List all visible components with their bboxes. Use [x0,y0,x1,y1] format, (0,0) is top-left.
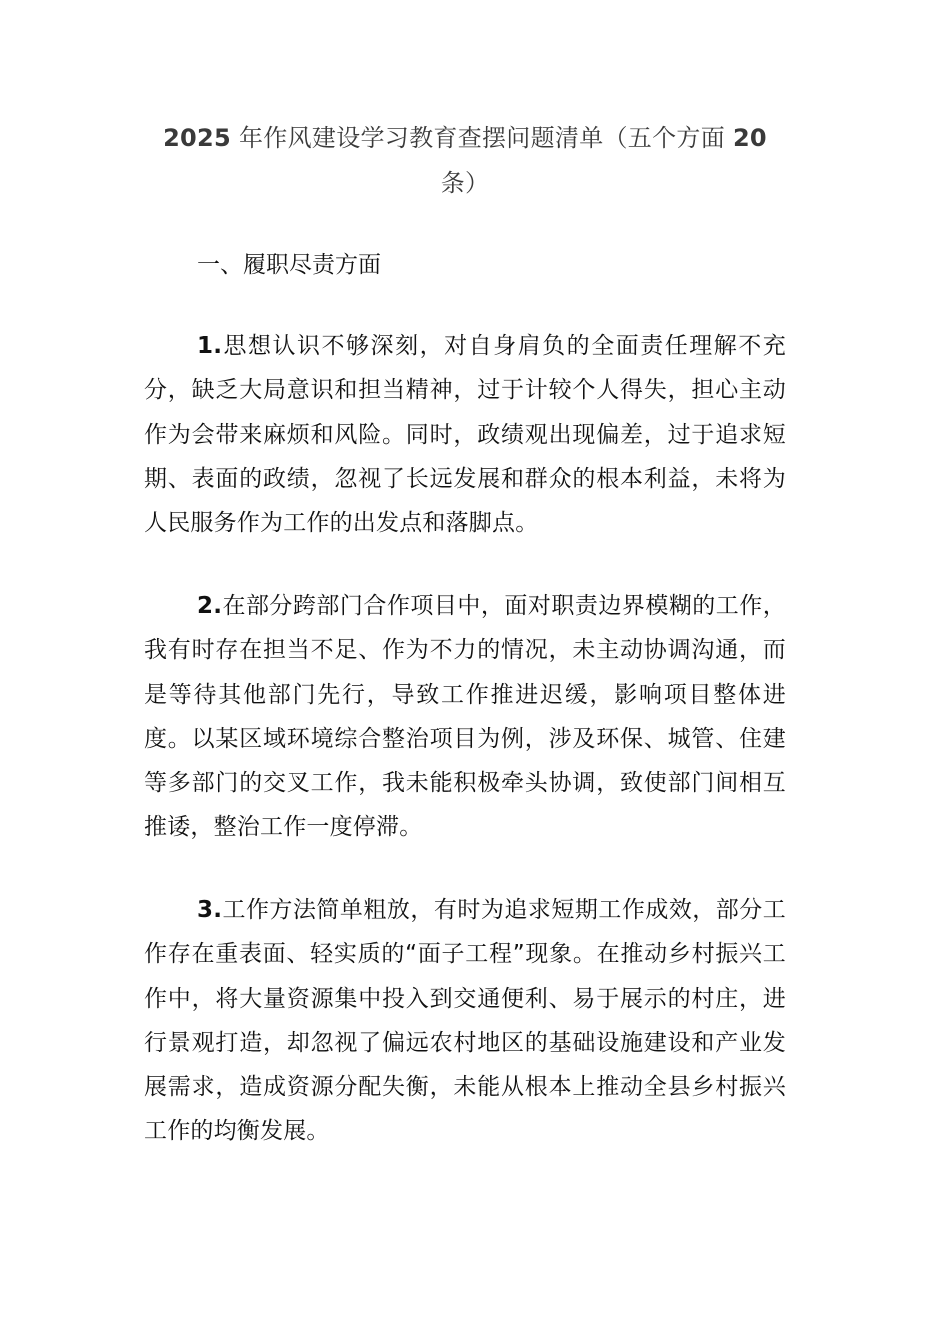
list-item [144,584,786,850]
item-number: 3. [197,897,223,923]
item-text: 工作方法简单粗放，有时为追求短期工作成效，部分工作存在重表面、轻实质的“面子工程”现象。在推动乡村振兴工作中，将大量资源集中投入到交通便利、易于展示的村庄，进行景观打造，却忽视了偏远农村地区的基础设施建设和产业发展需求，造成资源分配失衡，未能从根本上推动全县乡村振兴工作的均衡发展。 [144,897,786,1145]
list-item [144,324,786,545]
section-heading: 一、履职尽责方面 [197,252,381,278]
item-text: 在部分跨部门合作项目中，面对职责边界模糊的工作，我有时存在担当不足、作为不力的情况，未主动协调沟通，而是等待其他部门先行，导致工作推进迟缓，影响项目整体进度。以某区域环境综合整治项目为例，涉及环保、城管、住建等多部门的交叉工作，我未能积极牵头协调，致使部门间相互推诿，整治工作一度停滞。 [144,593,786,841]
title-year: 2025 [163,124,232,152]
item-text: 思想认识不够深刻，对自身肩负的全面责任理解不充分，缺乏大局意识和担当精神，过于计较个人得失，担心主动作为会带来麻烦和风险。同时，政绩观出现偏差，过于追求短期、表面的政绩，忽视了长远发展和群众的根本利益，未将为人民服务作为工作的出发点和落脚点。 [144,333,786,537]
document-title [134,116,796,206]
title-text: 年作风建设学习教育查摆问题清单（五个方面 [239,124,725,152]
item-number: 2. [197,593,223,619]
title-text-end: 条） [440,169,490,197]
item-number: 1. [197,333,223,359]
title-count: 20 [732,124,767,152]
list-item [144,888,786,1154]
